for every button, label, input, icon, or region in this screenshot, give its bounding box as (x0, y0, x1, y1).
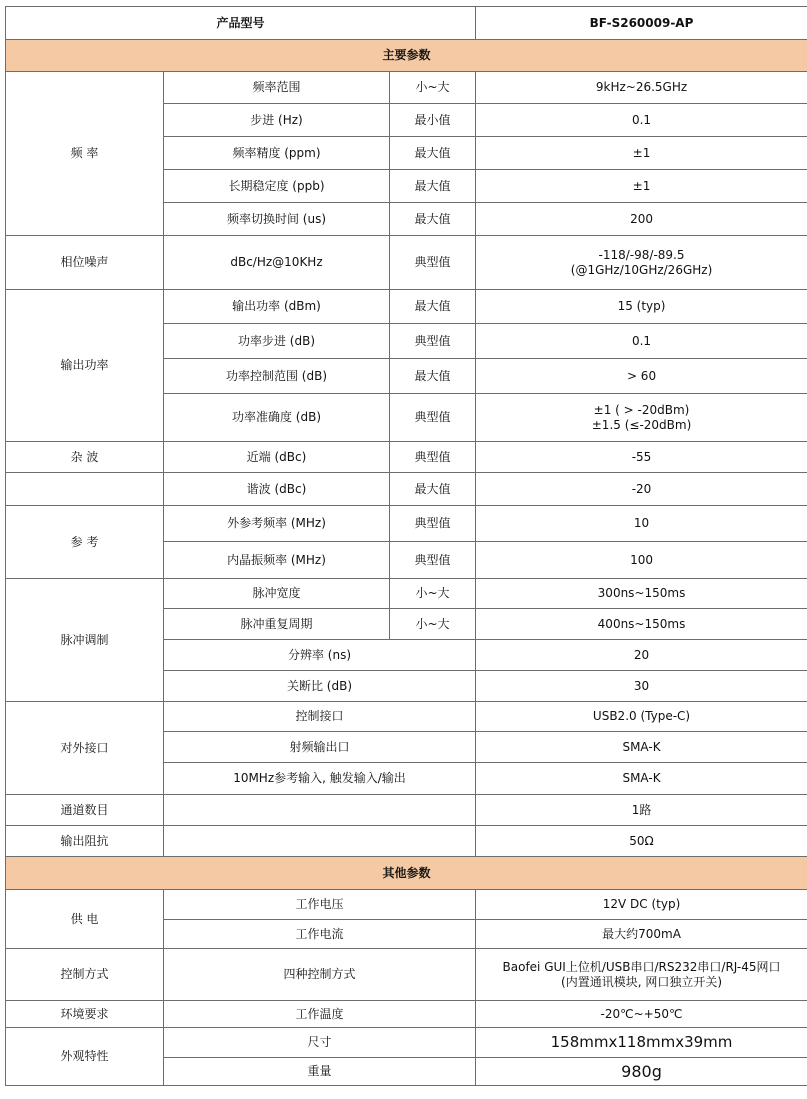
value-cell: ±1 (476, 170, 807, 203)
value-cell: -55 (476, 442, 807, 473)
param-cell: 功率控制范围 (dB) (164, 359, 390, 394)
value-line: -118/-98/-89.5 (598, 247, 685, 262)
param-cell: 射频输出口 (164, 732, 476, 763)
group-frequency: 频 率 (6, 72, 164, 236)
param-cell: 重量 (164, 1058, 476, 1086)
group-channels: 通道数目 (6, 795, 164, 826)
value-cell: 最大约700mA (476, 920, 807, 949)
value-cell: 20 (476, 640, 807, 671)
param-cell: 脉冲宽度 (164, 579, 390, 609)
value-cell: 12V DC (typ) (476, 890, 807, 920)
table-row (6, 826, 807, 857)
value-line: (@1GHz/10GHz/26GHz) (570, 262, 713, 277)
param-cell: 长期稳定度 (ppb) (164, 170, 390, 203)
table-row (6, 290, 807, 324)
table-row (6, 473, 807, 506)
value-line: ±1.5 (≤-20dBm) (591, 417, 692, 432)
param-cell: 步进 (Hz) (164, 104, 390, 137)
param-cell: 频率范围 (164, 72, 390, 104)
value-cell: 30 (476, 671, 807, 702)
group-phase-noise: 相位噪声 (6, 236, 164, 290)
value-cell: USB2.0 (Type-C) (476, 702, 807, 732)
value-cell: 100 (476, 542, 807, 579)
value-cell: ±1 (476, 137, 807, 170)
param-cell: 脉冲重复周期 (164, 609, 390, 640)
param-cell: 工作温度 (164, 1001, 476, 1028)
value-cell: -20 (476, 473, 807, 506)
cond-cell: 最小值 (390, 104, 476, 137)
cond-cell: 典型值 (390, 542, 476, 579)
value-cell: 0.1 (476, 324, 807, 359)
model-value: BF-S260009-AP (476, 7, 807, 40)
cond-cell: 最大值 (390, 473, 476, 506)
param-cell: 输出功率 (dBm) (164, 290, 390, 324)
value-cell: > 60 (476, 359, 807, 394)
cond-cell: 典型值 (390, 324, 476, 359)
model-label: 产品型号 (6, 7, 476, 40)
value-cell: 50Ω (476, 826, 807, 857)
value-cell (476, 236, 807, 290)
param-cell: dBc/Hz@10KHz (164, 236, 390, 290)
value-cell: 10 (476, 506, 807, 542)
value-cell: 400ns~150ms (476, 609, 807, 640)
value-line: ±1 ( > -20dBm) (593, 402, 690, 417)
param-cell: 四种控制方式 (164, 949, 476, 1001)
group-environment: 环境要求 (6, 1001, 164, 1028)
empty-cell (164, 795, 476, 826)
cond-cell: 典型值 (390, 236, 476, 290)
table-row (6, 506, 807, 542)
table-row (6, 702, 807, 732)
group-spur: 杂 波 (6, 442, 164, 473)
table-row (6, 72, 807, 104)
cond-cell: 典型值 (390, 442, 476, 473)
table-row (6, 890, 807, 920)
cond-cell: 最大值 (390, 290, 476, 324)
param-cell: 外参考频率 (MHz) (164, 506, 390, 542)
value-cell: 980g (476, 1058, 807, 1086)
param-cell: 尺寸 (164, 1028, 476, 1058)
group-output-power: 输出功率 (6, 290, 164, 442)
value-cell: 1路 (476, 795, 807, 826)
cond-cell: 最大值 (390, 359, 476, 394)
cond-cell: 典型值 (390, 394, 476, 442)
table-row (6, 949, 807, 1001)
cond-cell: 小~大 (390, 609, 476, 640)
table-row (6, 1028, 807, 1058)
cond-cell: 最大值 (390, 203, 476, 236)
table-row (6, 795, 807, 826)
group-control: 控制方式 (6, 949, 164, 1001)
cond-cell: 小~大 (390, 72, 476, 104)
table-row (6, 1001, 807, 1028)
value-cell (476, 394, 807, 442)
param-cell: 关断比 (dB) (164, 671, 476, 702)
param-cell: 近端 (dBc) (164, 442, 390, 473)
table-row (6, 579, 807, 609)
group-interface: 对外接口 (6, 702, 164, 795)
value-cell: SMA-K (476, 732, 807, 763)
param-cell: 谐波 (dBc) (164, 473, 390, 506)
param-cell: 控制接口 (164, 702, 476, 732)
empty-cell (164, 826, 476, 857)
value-cell: 158mmx118mmx39mm (476, 1028, 807, 1058)
group-impedance: 输出阻抗 (6, 826, 164, 857)
group-power-supply: 供 电 (6, 890, 164, 949)
group-appearance: 外观特性 (6, 1028, 164, 1086)
param-cell: 频率切换时间 (us) (164, 203, 390, 236)
value-cell: 300ns~150ms (476, 579, 807, 609)
value-cell: 15 (typ) (476, 290, 807, 324)
param-cell: 内晶振频率 (MHz) (164, 542, 390, 579)
value-cell: SMA-K (476, 763, 807, 795)
section-main: 主要参数 (6, 40, 807, 72)
value-cell: -20℃~+50℃ (476, 1001, 807, 1028)
group-reference: 参 考 (6, 506, 164, 579)
value-cell (476, 949, 807, 1001)
param-cell: 分辨率 (ns) (164, 640, 476, 671)
cond-cell: 最大值 (390, 137, 476, 170)
param-cell: 功率准确度 (dB) (164, 394, 390, 442)
param-cell: 工作电流 (164, 920, 476, 949)
cond-cell: 小~大 (390, 579, 476, 609)
spec-table (5, 6, 807, 1086)
model-row (6, 7, 807, 40)
section-other: 其他参数 (6, 857, 807, 890)
section-other-row (6, 857, 807, 890)
cond-cell: 最大值 (390, 170, 476, 203)
table-row (6, 236, 807, 290)
value-line: (内置通讯模块, 网口独立开关) (561, 974, 723, 989)
param-cell: 工作电压 (164, 890, 476, 920)
param-cell: 频率精度 (ppm) (164, 137, 390, 170)
param-cell: 10MHz参考输入, 触发输入/输出 (164, 763, 476, 795)
group-pulse: 脉冲调制 (6, 579, 164, 702)
cond-cell: 典型值 (390, 506, 476, 542)
value-cell: 200 (476, 203, 807, 236)
value-cell: 9kHz~26.5GHz (476, 72, 807, 104)
section-main-row (6, 40, 807, 72)
param-cell: 功率步进 (dB) (164, 324, 390, 359)
empty-cell (6, 473, 164, 506)
value-line: Baofei GUI上位机/USB串口/RS232串口/RJ-45网口 (502, 959, 781, 974)
value-cell: 0.1 (476, 104, 807, 137)
table-row (6, 442, 807, 473)
